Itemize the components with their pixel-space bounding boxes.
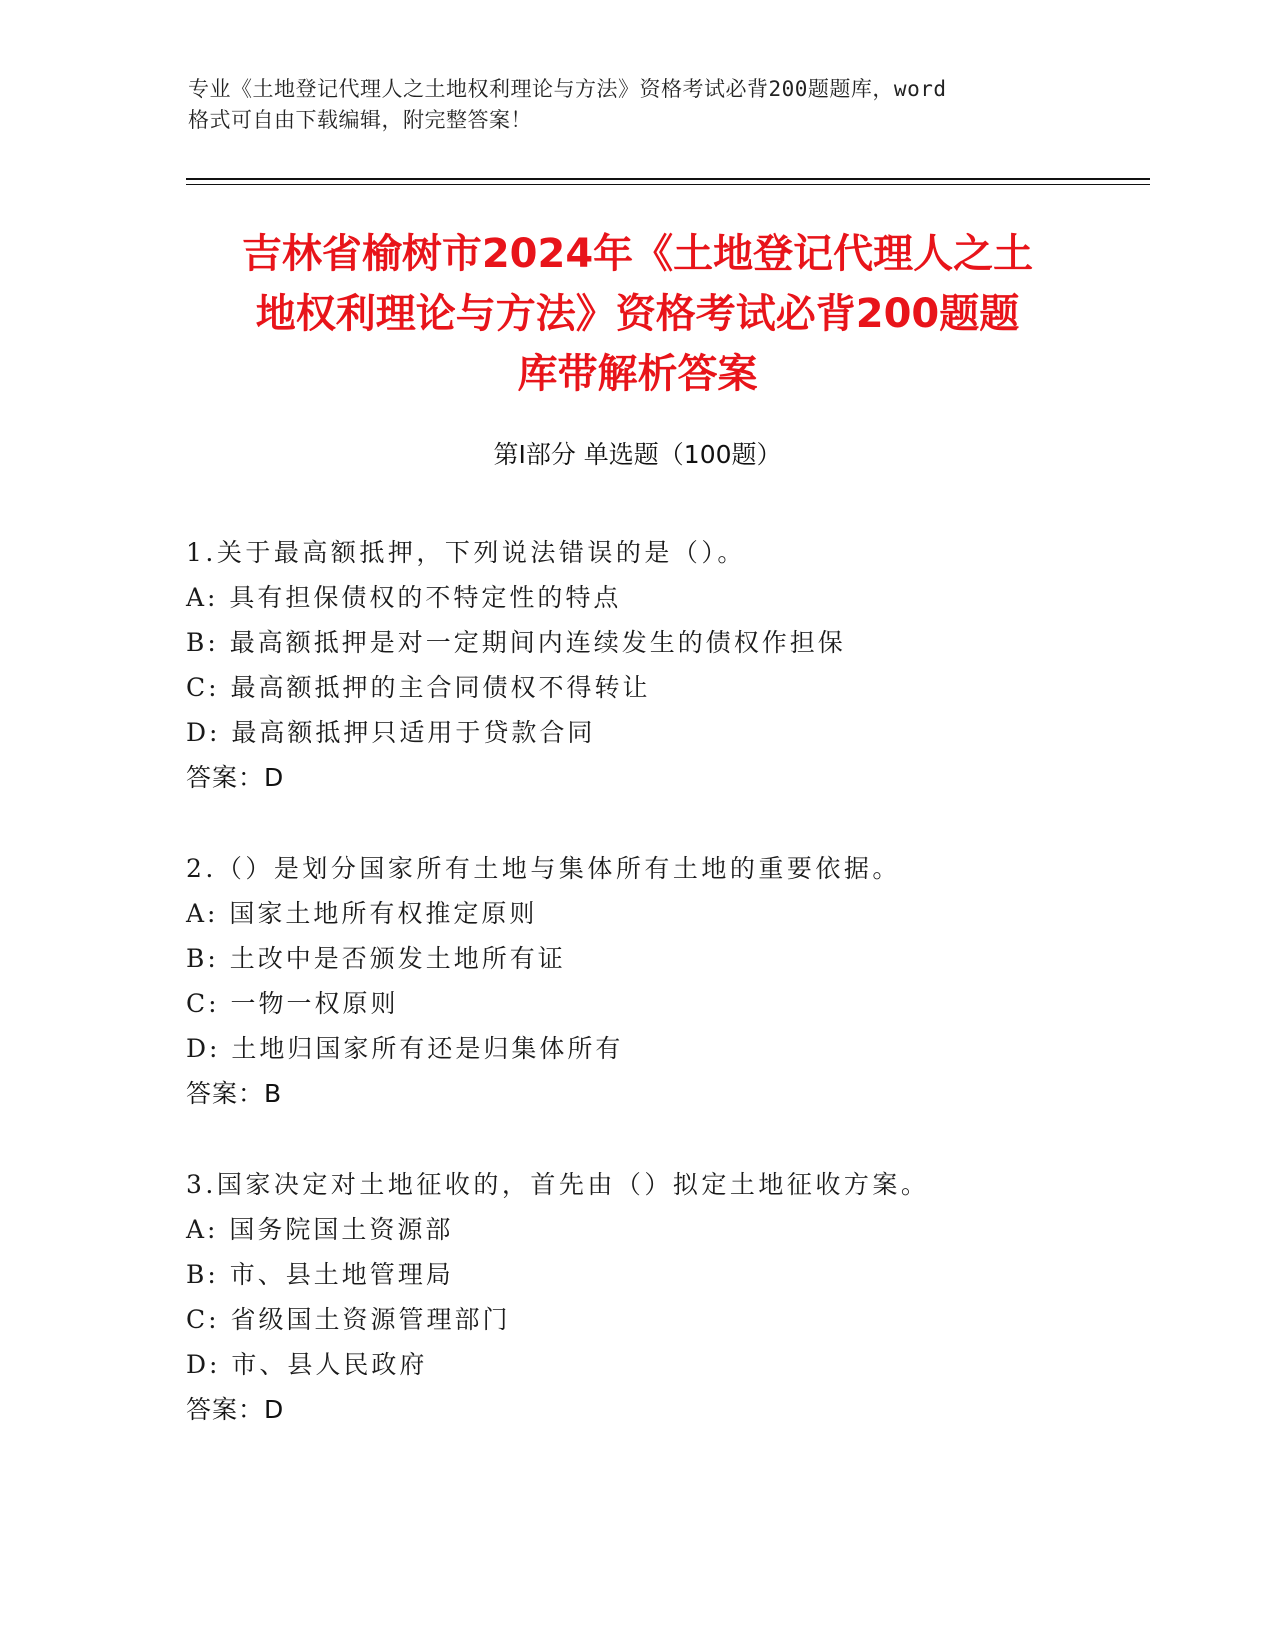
option-b: B: 最高额抵押是对一定期间内连续发生的债权作担保 bbox=[186, 628, 846, 657]
answer-line: 答案：D bbox=[186, 763, 285, 792]
question-block bbox=[186, 1162, 1106, 1432]
option-d: D: 土地归国家所有还是归集体所有 bbox=[186, 1034, 624, 1063]
option-a: A: 具有担保债权的不特定性的特点 bbox=[186, 583, 622, 612]
header-divider-thin bbox=[186, 184, 1150, 185]
header-note-line: 专业《土地登记代理人之土地权利理论与方法》资格考试必背200题题库，word bbox=[188, 77, 947, 101]
question-block bbox=[186, 846, 1106, 1116]
header-divider bbox=[186, 178, 1150, 180]
answer-line: 答案：B bbox=[186, 1079, 283, 1108]
title-line: 地权利理论与方法》资格考试必背200题题 bbox=[255, 291, 1020, 337]
option-b: B: 市、县土地管理局 bbox=[186, 1260, 454, 1289]
section-heading: 第Ⅰ部分 单选题（100题） bbox=[493, 440, 782, 469]
question-stem: 1.关于最高额抵押，下列说法错误的是（）。 bbox=[186, 538, 746, 567]
document-title bbox=[180, 224, 1095, 404]
option-d: D: 市、县人民政府 bbox=[186, 1350, 428, 1379]
option-d: D: 最高额抵押只适用于贷款合同 bbox=[186, 718, 596, 747]
option-a: A: 国务院国土资源部 bbox=[186, 1215, 454, 1244]
question-stem: 2.（）是划分国家所有土地与集体所有土地的重要依据。 bbox=[186, 854, 901, 883]
option-a: A: 国家土地所有权推定原则 bbox=[186, 899, 538, 928]
header-note bbox=[188, 74, 1068, 136]
question-stem: 3.国家决定对土地征收的，首先由（）拟定土地征收方案。 bbox=[186, 1170, 930, 1199]
question-block bbox=[186, 530, 1106, 800]
title-line: 吉林省榆树市2024年《土地登记代理人之土 bbox=[241, 231, 1034, 277]
title-line: 库带解析答案 bbox=[517, 351, 758, 397]
header-note-line: 格式可自由下载编辑，附完整答案！ bbox=[188, 108, 532, 132]
option-b: B: 土改中是否颁发土地所有证 bbox=[186, 944, 566, 973]
option-c: C: 省级国土资源管理部门 bbox=[186, 1305, 511, 1334]
option-c: C: 最高额抵押的主合同债权不得转让 bbox=[186, 673, 651, 702]
option-c: C: 一物一权原则 bbox=[186, 989, 399, 1018]
answer-line: 答案：D bbox=[186, 1395, 285, 1424]
